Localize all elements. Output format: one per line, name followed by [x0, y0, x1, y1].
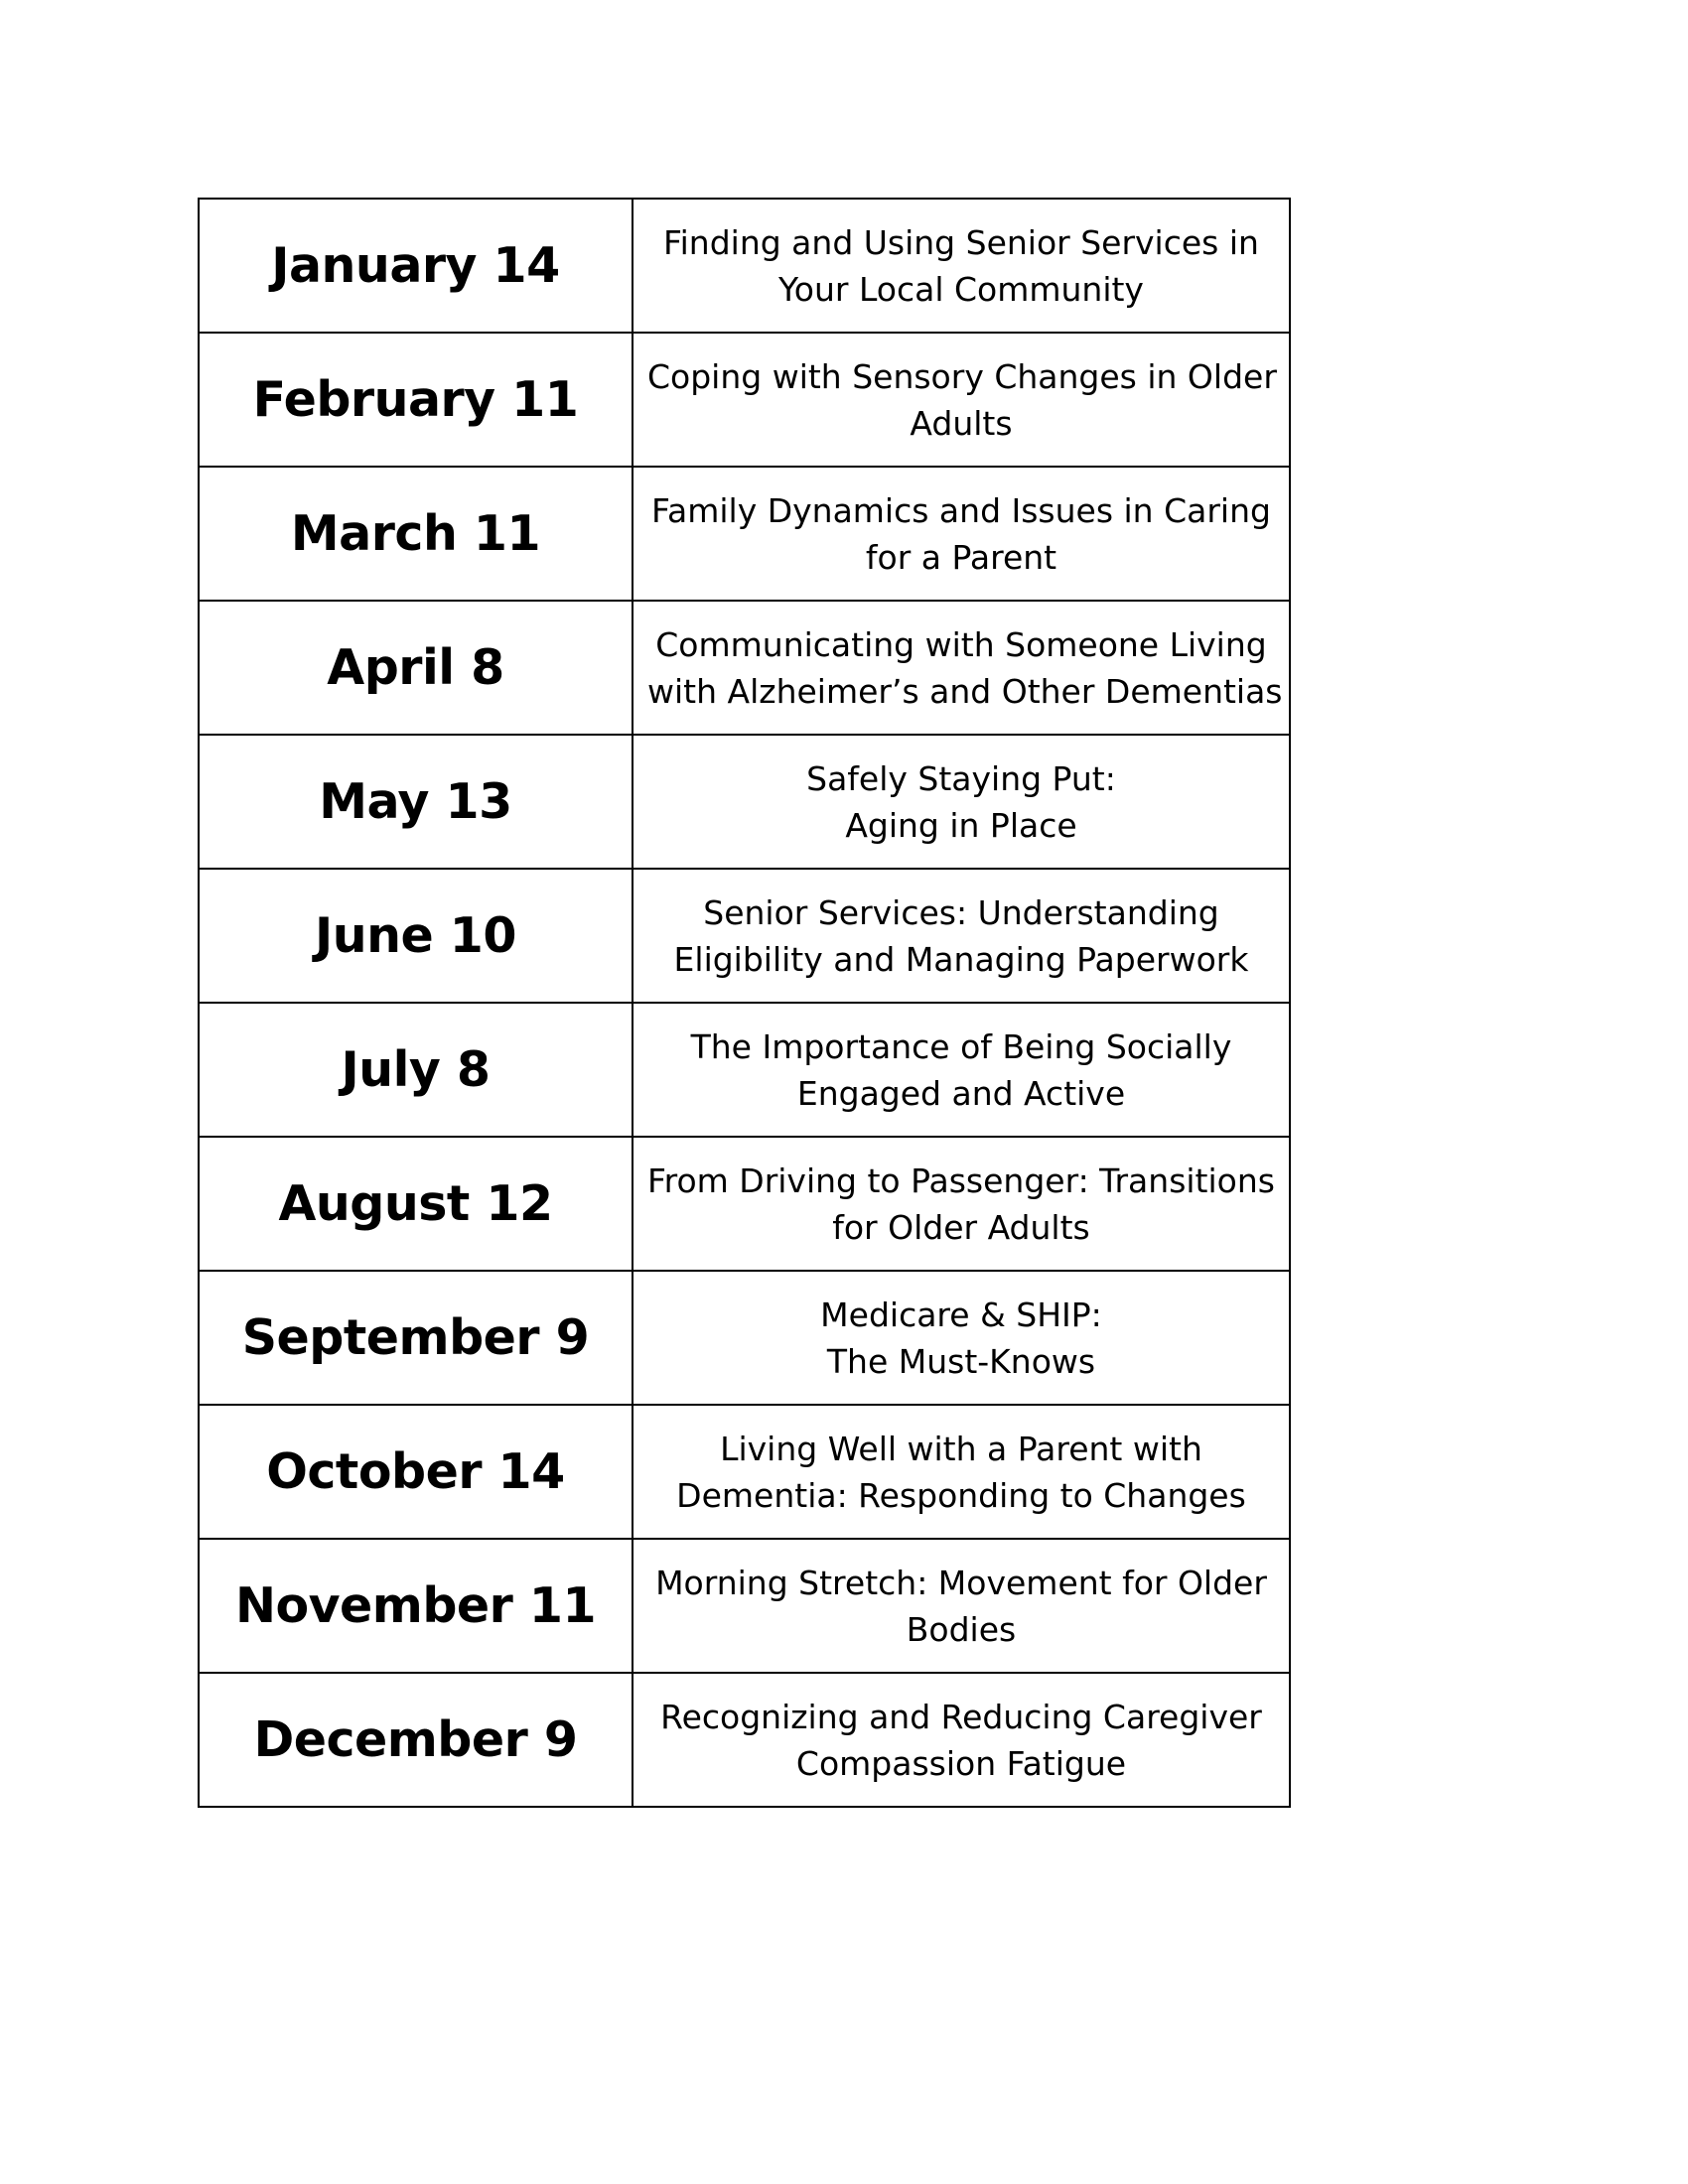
- topic-line: Living Well with a Parent with: [720, 1429, 1202, 1468]
- table-row: [199, 1539, 1290, 1673]
- date-cell: June 10: [199, 869, 633, 1003]
- table-row: [199, 1405, 1290, 1539]
- table-row: [199, 467, 1290, 601]
- schedule-table: [198, 198, 1291, 1808]
- date-cell: February 11: [199, 333, 633, 467]
- topic-line: Eligibility and Managing Paperwork: [673, 939, 1249, 979]
- topic-line: Engaged and Active: [796, 1073, 1126, 1113]
- table-row: [199, 333, 1290, 467]
- topic-line: Bodies: [906, 1609, 1017, 1649]
- topic-cell: [633, 1405, 1290, 1539]
- topic-line: Coping with Sensory Changes in Older: [647, 356, 1277, 396]
- topic-line: Recognizing and Reducing Caregiver: [660, 1697, 1262, 1736]
- table-row: [199, 1003, 1290, 1137]
- date-cell: July 8: [199, 1003, 633, 1137]
- topic-cell: [633, 1003, 1290, 1137]
- topic-line: Adults: [910, 403, 1013, 443]
- topic-cell: [633, 1673, 1290, 1807]
- topic-line: Compassion Fatigue: [795, 1743, 1127, 1783]
- topic-cell: [633, 735, 1290, 869]
- date-cell: August 12: [199, 1137, 633, 1271]
- date-cell: March 11: [199, 467, 633, 601]
- topic-line: for a Parent: [865, 537, 1057, 577]
- table-row: [199, 1137, 1290, 1271]
- topic-cell: [633, 1271, 1290, 1405]
- topic-line: Medicare & SHIP:: [820, 1295, 1102, 1334]
- topic-line: Safely Staying Put:: [806, 758, 1116, 798]
- date-cell: May 13: [199, 735, 633, 869]
- topic-line: From Driving to Passenger: Transitions: [647, 1160, 1275, 1200]
- topic-cell: [633, 869, 1290, 1003]
- topic-line: The Must-Knows: [826, 1341, 1096, 1381]
- topic-cell: [633, 333, 1290, 467]
- table-row: [199, 601, 1290, 735]
- topic-cell: [633, 467, 1290, 601]
- topic-line: Dementia: Responding to Changes: [676, 1475, 1246, 1515]
- date-cell: September 9: [199, 1271, 633, 1405]
- topic-line: Your Local Community: [778, 269, 1144, 309]
- topic-line: Morning Stretch: Movement for Older: [655, 1563, 1267, 1602]
- table-row: [199, 1271, 1290, 1405]
- topic-cell: [633, 199, 1290, 333]
- date-cell: November 11: [199, 1539, 633, 1673]
- topic-line: with Alzheimer’s and Other Dementias: [647, 671, 1283, 711]
- table-row: [199, 1673, 1290, 1807]
- topic-line: Communicating with Someone Living: [655, 624, 1267, 664]
- topic-line: The Importance of Being Socially: [690, 1026, 1232, 1066]
- table-row: [199, 869, 1290, 1003]
- table-row: [199, 199, 1290, 333]
- topic-cell: [633, 1137, 1290, 1271]
- date-cell: January 14: [199, 199, 633, 333]
- topic-line: Senior Services: Understanding: [703, 892, 1219, 932]
- topic-cell: [633, 1539, 1290, 1673]
- topic-line: Aging in Place: [845, 805, 1077, 845]
- topic-line: Family Dynamics and Issues in Caring: [651, 490, 1271, 530]
- date-cell: December 9: [199, 1673, 633, 1807]
- topic-cell: [633, 601, 1290, 735]
- topic-line: Finding and Using Senior Services in: [663, 222, 1259, 262]
- table-row: [199, 735, 1290, 869]
- date-cell: April 8: [199, 601, 633, 735]
- topic-line: for Older Adults: [832, 1207, 1090, 1247]
- date-cell: October 14: [199, 1405, 633, 1539]
